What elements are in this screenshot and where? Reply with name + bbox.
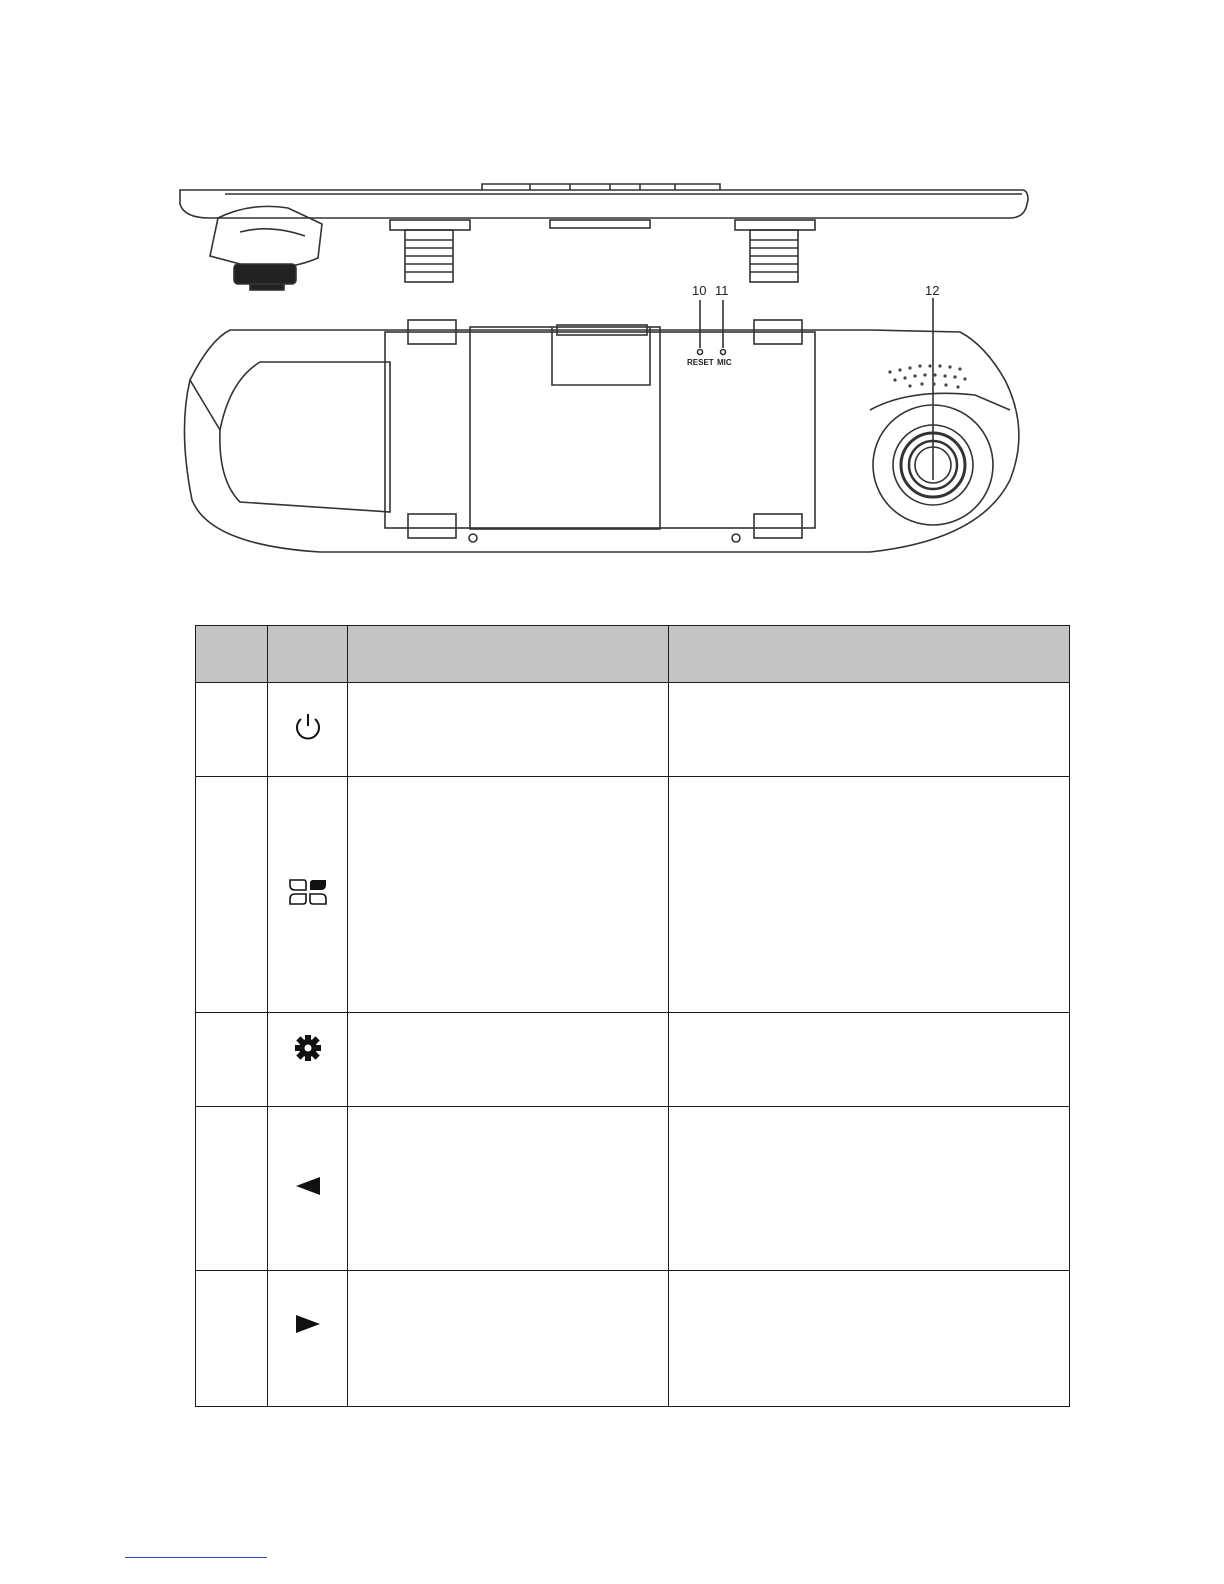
table-row	[196, 1271, 1070, 1407]
row-number	[196, 1271, 268, 1407]
row-number	[196, 683, 268, 777]
power-icon	[291, 710, 325, 744]
callout-12: 12	[925, 283, 940, 298]
row-description	[669, 1013, 1070, 1107]
top-view	[180, 184, 1028, 290]
footer-rule	[125, 1557, 267, 1558]
right-arrow-icon	[294, 1313, 322, 1335]
row-description	[669, 1271, 1070, 1407]
row-icon-cell	[268, 1107, 348, 1271]
callout-11: 11	[715, 283, 729, 298]
device-diagram	[170, 180, 1040, 570]
row-name	[348, 1107, 669, 1271]
row-number	[196, 777, 268, 1013]
header-cell	[669, 626, 1070, 683]
speaker-grille	[888, 364, 966, 388]
table-row	[196, 1013, 1070, 1107]
row-description	[669, 683, 1070, 777]
row-number	[196, 1013, 268, 1107]
left-arrow-icon	[294, 1175, 322, 1197]
table-row	[196, 777, 1070, 1013]
row-number	[196, 1107, 268, 1271]
mic-label: MIC	[717, 358, 732, 367]
callout-10: 10	[692, 283, 707, 298]
mode-switch-icon	[287, 877, 329, 907]
row-name	[348, 1271, 669, 1407]
settings-gear-icon	[293, 1033, 323, 1063]
row-icon-cell	[268, 1013, 348, 1107]
table-row	[196, 683, 1070, 777]
row-name	[348, 777, 669, 1013]
table-row	[196, 1107, 1070, 1271]
back-view	[184, 298, 1018, 552]
row-name	[348, 1013, 669, 1107]
header-cell	[196, 626, 268, 683]
row-description	[669, 1107, 1070, 1271]
row-description	[669, 777, 1070, 1013]
table-header-row	[196, 626, 1070, 683]
row-icon-cell	[268, 777, 348, 1013]
row-icon-cell	[268, 683, 348, 777]
button-spec-table	[195, 625, 1070, 1407]
header-cell	[268, 626, 348, 683]
header-cell	[348, 626, 669, 683]
reset-label: RESET	[687, 358, 714, 367]
row-icon-cell	[268, 1271, 348, 1407]
row-name	[348, 683, 669, 777]
